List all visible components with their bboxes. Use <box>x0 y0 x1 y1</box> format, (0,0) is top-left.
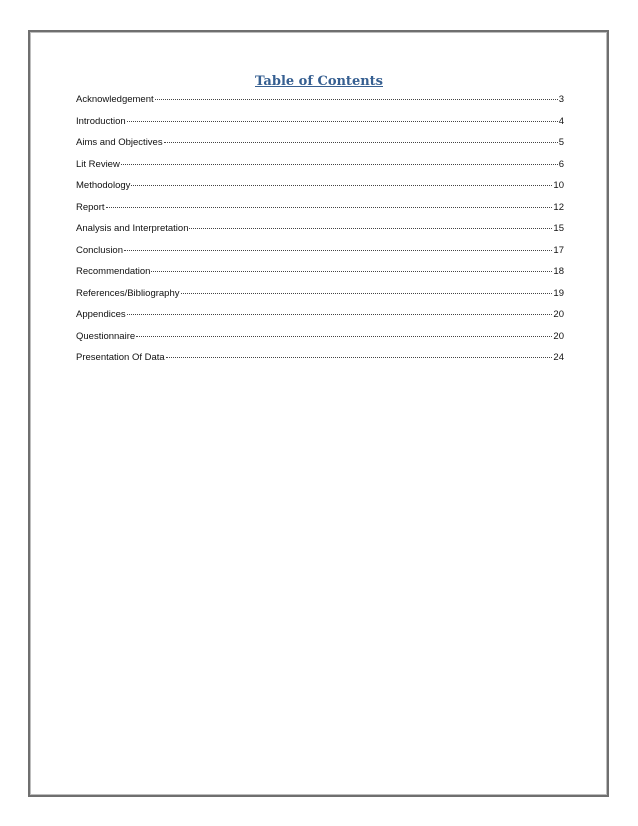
toc-entry-introduction[interactable] <box>76 116 564 138</box>
toc-page-number: 15 <box>553 223 564 234</box>
toc-page-number: 20 <box>553 309 564 320</box>
toc-page-number: 3 <box>558 94 564 105</box>
toc-entry-aims-and-objectives[interactable] <box>76 137 564 159</box>
toc-entry-label: References/Bibliography <box>76 287 180 299</box>
dot-leader <box>127 121 558 122</box>
toc-page-number: 10 <box>553 180 564 191</box>
dot-leader <box>124 250 552 251</box>
toc-page-number: 12 <box>553 201 564 213</box>
toc-entry-label: Recommendation <box>76 266 151 277</box>
toc-entry-label: Analysis and Interpretation <box>76 223 189 234</box>
dot-leader <box>151 271 552 272</box>
toc-entry-conclusion[interactable] <box>76 245 564 267</box>
dot-leader <box>164 142 558 143</box>
toc-page-number: 6 <box>558 158 564 170</box>
dot-leader <box>131 185 552 186</box>
toc-page-number: 20 <box>553 330 564 342</box>
toc-page-number: 17 <box>553 244 564 256</box>
toc-entry-analysis-and-interpretation[interactable] <box>76 223 564 245</box>
dot-leader <box>127 314 553 315</box>
toc-entry-label: Appendices <box>76 309 126 320</box>
toc-page-number: 24 <box>553 352 564 363</box>
toc-entry-lit-review[interactable] <box>76 159 564 181</box>
toc-entry-appendices[interactable] <box>76 309 564 331</box>
toc-page-number: 4 <box>558 115 564 127</box>
toc-title: Table of Contents <box>255 74 383 89</box>
toc-entry-label: Questionnaire <box>76 330 136 342</box>
toc-entry-presentation-of-data[interactable] <box>76 352 564 374</box>
toc-entry-label: Aims and Objectives <box>76 137 163 148</box>
toc-entry-label: Report <box>76 201 105 213</box>
toc-list <box>76 94 564 374</box>
toc-entry-label: Acknowledgement <box>76 94 154 105</box>
toc-page-number: 19 <box>553 287 564 299</box>
dot-leader <box>121 164 558 165</box>
toc-entry-label: Methodology <box>76 180 131 191</box>
dot-leader <box>189 228 552 229</box>
toc-page-number: 18 <box>553 266 564 277</box>
toc-entry-label: Lit Review <box>76 158 120 170</box>
dot-leader <box>136 336 552 337</box>
toc-entry-label: Conclusion <box>76 244 123 256</box>
dot-leader <box>155 99 558 100</box>
toc-entry-label: Introduction <box>76 115 126 127</box>
toc-entry-methodology[interactable] <box>76 180 564 202</box>
toc-entry-acknowledgement[interactable] <box>76 94 564 116</box>
dot-leader <box>166 357 553 358</box>
toc-entry-references-bibliography[interactable] <box>76 288 564 310</box>
toc-entry-recommendation[interactable] <box>76 266 564 288</box>
dot-leader <box>181 293 553 294</box>
toc-entry-report[interactable] <box>76 202 564 224</box>
toc-entry-label: Presentation Of Data <box>76 352 165 363</box>
toc-page-number: 5 <box>558 137 564 148</box>
dot-leader <box>106 207 553 208</box>
toc-entry-questionnaire[interactable] <box>76 331 564 353</box>
